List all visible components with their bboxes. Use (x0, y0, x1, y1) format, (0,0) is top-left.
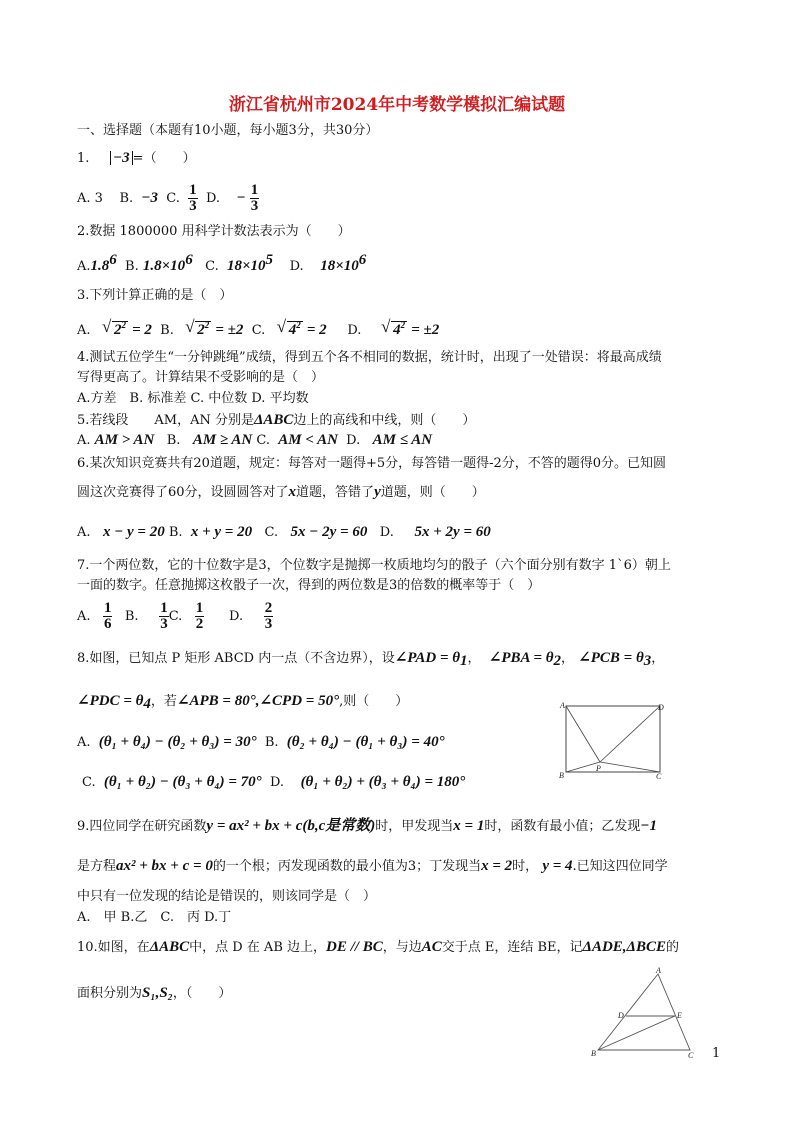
label-d: D (618, 1011, 624, 1020)
label-b: B (559, 771, 564, 780)
question-7-options: A. $\frac{1}{6}$ B. $\frac{1}{3}$ C. $\frac{1}{2}$ D. $\frac{2}{3}$ (77, 600, 273, 632)
question-9-line-3: 中只有一位发现的结论是错误的，则该同学是（ ） (77, 889, 377, 904)
fraction: $\frac{1}{3}$ (189, 182, 197, 214)
question-7-line-2: 一面的数字。任意抛掷这枚骰子一次，得到的两位数是3的倍数的概率等于（ ） (77, 578, 541, 593)
section-heading: 一、选择题（本题有10小题，每小题3分，共30分） (77, 123, 379, 138)
label-b: B (591, 1049, 596, 1058)
label-c: C (688, 1051, 694, 1060)
label-p: P (596, 764, 601, 773)
label-e: E (677, 1011, 682, 1020)
question-10-line-1: 10.如图，在ΔABC中，点 D 在 AB 边上，DE // BC，与边AC交于点 E，连结 BE，记ΔADE,ΔBCE的 (77, 939, 679, 955)
question-4-line-2: 写得更高了。计算结果不受影响的是（ ） (77, 370, 325, 385)
question-1-options: A. 3 B. −3 C. $\frac{1}{3}$ D. − $\frac{1}{3}$ (77, 182, 259, 214)
question-9-options: A. 甲 B.乙 C. 丙 D.丁 (77, 910, 232, 925)
question-7-line-1: 7.一个两位数，它的十位数字是3，个位数字是抛掷一枚质地均匀的骰子（六个面分别有数字 1`6）朝上 (77, 558, 671, 573)
page-number: 1 (712, 1046, 721, 1061)
question-9-line-1: 9.四位同学在研究函数y = ax² + bx + c(b,c是常数)时，甲发现当x = 1时，函数有最小值；乙发现−1 (77, 818, 657, 834)
label-d: D (658, 703, 664, 712)
question-8-options-cd: C. (θ₁ + θ₂) − (θ₃ + θ₄) = 70° D. (θ₁ + θ₂) + (θ₃ + θ₄) = 180° (82, 774, 466, 790)
question-3: 3.下列计算正确的是（ ） (77, 288, 233, 303)
question-6-options: A. x − y = 20 B. x + y = 20 C. 5x − 2y = 60 D. 5x + 2y = 60 (77, 524, 491, 540)
question-1: 1. −3 =（ ） (77, 150, 196, 166)
question-8-line-1: 8.如图，已知点 P 矩形 ABCD 内一点（不含边界），设∠PAD = $\theta_1$， ∠PBA = $\theta_2$， ∠PCB = $\theta_3$， (77, 650, 665, 669)
question-10-line-2: 面积分别为S₁,S₂，（ ） (77, 985, 232, 1001)
label-c: C (656, 772, 662, 781)
page-title: 浙江省杭州市2024年中考数学模拟汇编试题 (228, 95, 566, 115)
rectangle-figure (552, 700, 672, 784)
label-a: A (560, 701, 565, 710)
fraction: $\frac{1}{2}$ (195, 600, 204, 632)
fraction: $\frac{1}{6}$ (103, 600, 112, 632)
question-5: 5.若线段 AM，AN 分别是ΔABC边上的高线和中线，则（ ） (77, 412, 476, 428)
fraction: $\frac{1}{3}$ (160, 600, 168, 632)
question-5-options: A. AM > AN B. AM ≥ AN C. AM < AN D. AM ≤ AN (77, 432, 433, 448)
question-9-line-2: 是方程ax² + bx + c = 0的一个根；丙发现函数的最小值为3；丁发现当x = 2时， y = 4.已知这四位同学 (77, 858, 668, 874)
fraction: $\frac{2}{3}$ (264, 600, 273, 632)
question-6-line-1: 6.某次知识竞赛共有20道题，规定：每答对一题得+5分，每答错一题得-2分，不答的题得0分。已知圆 (77, 456, 667, 471)
question-8-options-ab: A. (θ₁ + θ₄) − (θ₂ + θ₃) = 30° B. (θ₂ + θ₄) − (θ₁ + θ₃) = 40° (77, 734, 445, 750)
absolute-value: −3 (110, 151, 133, 165)
question-4-line-1: 4.测试五位学生“一分钟跳绳”成绩，得到五个各不相同的数据，统计时，出现了一处错误：将最高成绩 (77, 350, 662, 365)
question-2: 2.数据 1800000 用科学计数法表示为（ ） (77, 224, 351, 239)
label-a: A (656, 966, 661, 975)
question-2-options: A.1.8$^6$ B. $1.8\times 10^6$ C. $18\times 10^5$ D. $18\times 10^6$ (77, 252, 367, 274)
question-6-line-2: 圆这次竞赛得了60分，设圆圆答对了x道题，答错了y道题，则（ ） (77, 484, 485, 500)
question-8-line-2: ∠PDC = $\theta_4$，若∠APB = 80°,∠CPD = 50°,则（ ） (77, 693, 409, 712)
question-4-options: A.方差 B. 标准差 C. 中位数 D. 平均数 (77, 391, 309, 406)
triangle-figure (586, 964, 706, 1064)
question-3-options: A. √ $2^2 = 2$ B. √ $2^2 = \pm 2$ C. √ $4^2 = 2$ D. √ $4^2 = \pm 2$ (77, 317, 440, 338)
fraction: $\frac{1}{3}$ (250, 182, 259, 214)
